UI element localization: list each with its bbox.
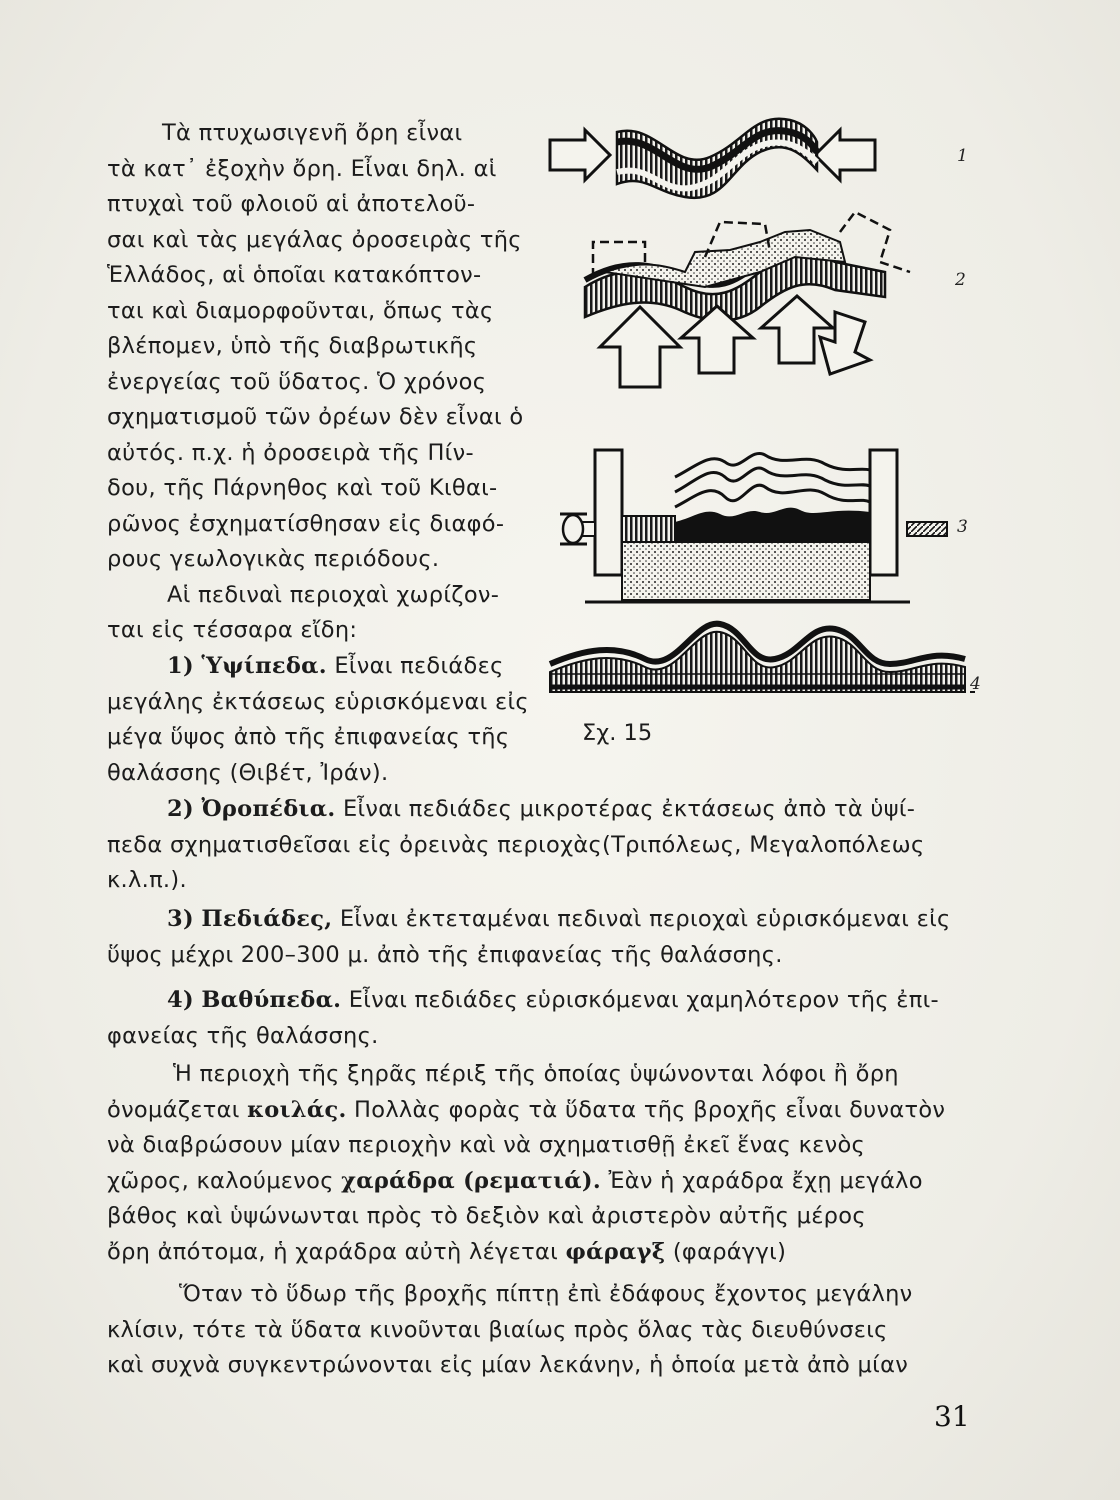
- diagram-4-rock-layers: [550, 624, 975, 692]
- text-line: ὕψος μέχρι 200–300 μ. ἀπὸ τῆς ἐπιφανείας τῆς θαλάσσης.: [107, 941, 783, 968]
- figure-label-2: 2: [955, 270, 966, 290]
- text-fragment: ὀνομάζεται: [107, 1096, 240, 1123]
- term-hypsipeda: Ὑψίπεδα.: [201, 653, 327, 679]
- left-column-text: [107, 116, 523, 649]
- text-line: βλέπομεν, ὑπὸ τῆς διαβρωτικῆς: [107, 333, 478, 359]
- text-line: αὐτός. π.χ. ἡ ὀροσειρὰ τῆς Πίν-: [107, 439, 474, 466]
- diagram-2-faulted-folds: [585, 212, 910, 387]
- figure-label-3: 3: [957, 517, 968, 537]
- text-line: θαλάσσης (Θιβέτ, Ἰράν).: [107, 759, 389, 786]
- text-fragment: Ἐὰν ἡ χαράδρα ἔχῃ μεγάλο: [608, 1167, 923, 1194]
- text-line: κλίσιν, τότε τὰ ὕδατα κινοῦνται βιαίως πρὸς ὅλας τὰς διευθύνσεις: [107, 1316, 888, 1343]
- term-oropedia: Ὀροπέδια.: [201, 796, 336, 822]
- term-pediades: Πεδιάδες,: [201, 906, 333, 932]
- diagram-1-compression: [550, 119, 875, 198]
- text-line: βάθος καὶ ὑψώνωνται πρὸς τὸ δεξιὸν καὶ ἀριστερὸν αὐτῆς μέρος: [107, 1203, 866, 1229]
- text-line: ται εἰς τέσσαρα εἴδη:: [107, 617, 358, 643]
- text-line: ρους γεωλογικὰς περιόδους.: [107, 546, 440, 572]
- term-pharanx: φάραγξ: [565, 1238, 666, 1265]
- text-line: νὰ διαβρώσουν μίαν περιοχὴν καὶ νὰ σχηματισθῇ ἐκεῖ ἕνας κενὸς: [107, 1132, 866, 1158]
- text-line: φανείας τῆς θαλάσσης.: [107, 1022, 379, 1049]
- text-line: μεγάλης ἐκτάσεως εὑρισκόμεναι εἰς: [107, 688, 529, 715]
- text-line: πτυχαὶ τοῦ φλοιοῦ αἱ ἀποτελοῦ-: [107, 191, 476, 217]
- text-fragment: ὄρη ἀπότομα, ἡ χαράδρα αὐτὴ λέγεται: [107, 1238, 559, 1265]
- page-number: 31: [934, 1400, 970, 1433]
- text-fragment: Πολλὰς φορὰς τὰ ὕδατα τῆς βροχῆς εἶναι δυνατὸν: [354, 1096, 946, 1123]
- text-line: Τὰ πτυχωσιγενῆ ὄρη εἶναι: [162, 120, 463, 146]
- list-item-bathypeda: [107, 983, 939, 1054]
- text-line: Ἡ περιοχὴ τῆς ξηρᾶς πέριξ τῆς ὁποίας ὑψώνονται λόφοι ἢ ὄρη: [173, 1061, 899, 1087]
- text-line: Ἑλλάδος, αἱ ὁποῖαι κατακόπτον-: [107, 262, 482, 288]
- text-line: μέγα ὕψος ἀπὸ τῆς ἐπιφανείας τῆς: [107, 724, 510, 750]
- text-line: ἐνεργείας τοῦ ὕδατος. Ὁ χρόνος: [107, 368, 487, 395]
- list-item-oropedia: [107, 792, 924, 899]
- term-charadra: χαράδρα (ρεματιά).: [341, 1167, 601, 1194]
- diagram-3-press-apparatus: [560, 450, 947, 602]
- term-bathypeda: Βαθύπεδα.: [201, 987, 342, 1013]
- figure-caption: Σχ. 15: [582, 720, 653, 746]
- text-line: δου, τῆς Πάρνηθος καὶ τοῦ Κιθαι-: [107, 475, 498, 501]
- paragraph-koilas: [107, 1057, 945, 1270]
- term-koilas: κοιλάς.: [247, 1096, 347, 1123]
- list-number: 3): [167, 906, 194, 932]
- text-line: σαι καὶ τὰς μεγάλας ὀροσειρὰς τῆς: [107, 226, 522, 253]
- paragraph-rain: [107, 1277, 913, 1384]
- text-fragment: (φαράγγι): [672, 1238, 787, 1265]
- text-line: ρῶνος ἐσχηματίσθησαν εἰς διαφό-: [107, 510, 505, 537]
- text-line: κ.λ.π.).: [107, 867, 187, 893]
- figure-illustration: [545, 112, 980, 717]
- text-line: καὶ συχνὰ συγκεντρώνονται εἰς μίαν λεκάνην, ἡ ὁποία μετὰ ἀπὸ μίαν: [107, 1352, 909, 1378]
- text-line: Εἶναι πεδιάδες μικροτέρας ἐκτάσεως ἀπὸ τὰ ὑψί-: [342, 796, 916, 822]
- figure-mountain-folding: [545, 112, 980, 717]
- figure-label-1: 1: [957, 146, 968, 166]
- list-item-pediades: [107, 902, 951, 973]
- text-line: τὰ κατ᾽ ἐξοχὴν ὄρη. Εἶναι δηλ. αἱ: [107, 155, 497, 182]
- text-line: Αἱ πεδιναὶ περιοχαὶ χωρίζον-: [167, 581, 500, 608]
- text-line: πεδα σχηματισθεῖσαι εἰς ὀρεινὰς περιοχὰς(Τριπόλεως, Μεγαλοπόλεως: [107, 831, 925, 858]
- text-line: Εἶναι πεδιάδες εὑρισκόμεναι χαμηλότερον τῆς ἐπι-: [348, 987, 939, 1013]
- text-line: Εἶναι πεδιάδες: [334, 653, 504, 679]
- text-line: Ὅταν τὸ ὕδωρ τῆς βροχῆς πίπτῃ ἐπὶ ἐδάφους ἔχοντος μεγάλην: [179, 1281, 913, 1307]
- list-item-hypsipeda: [107, 649, 529, 791]
- list-number: 2): [167, 796, 194, 822]
- list-number: 4): [167, 987, 194, 1013]
- figure-label-4: 4: [970, 674, 981, 694]
- text-fragment: χῶρος, καλούμενος: [107, 1167, 334, 1194]
- text-line: σχηματισμοῦ τῶν ὀρέων δὲν εἶναι ὁ: [107, 404, 524, 430]
- text-line: ται καὶ διαμορφοῦνται, ὅπως τὰς: [107, 297, 494, 324]
- text-line: Εἶναι ἐκτεταμέναι πεδιναὶ περιοχαὶ εὑρισκόμεναι εἰς: [339, 906, 951, 932]
- list-number: 1): [167, 653, 194, 679]
